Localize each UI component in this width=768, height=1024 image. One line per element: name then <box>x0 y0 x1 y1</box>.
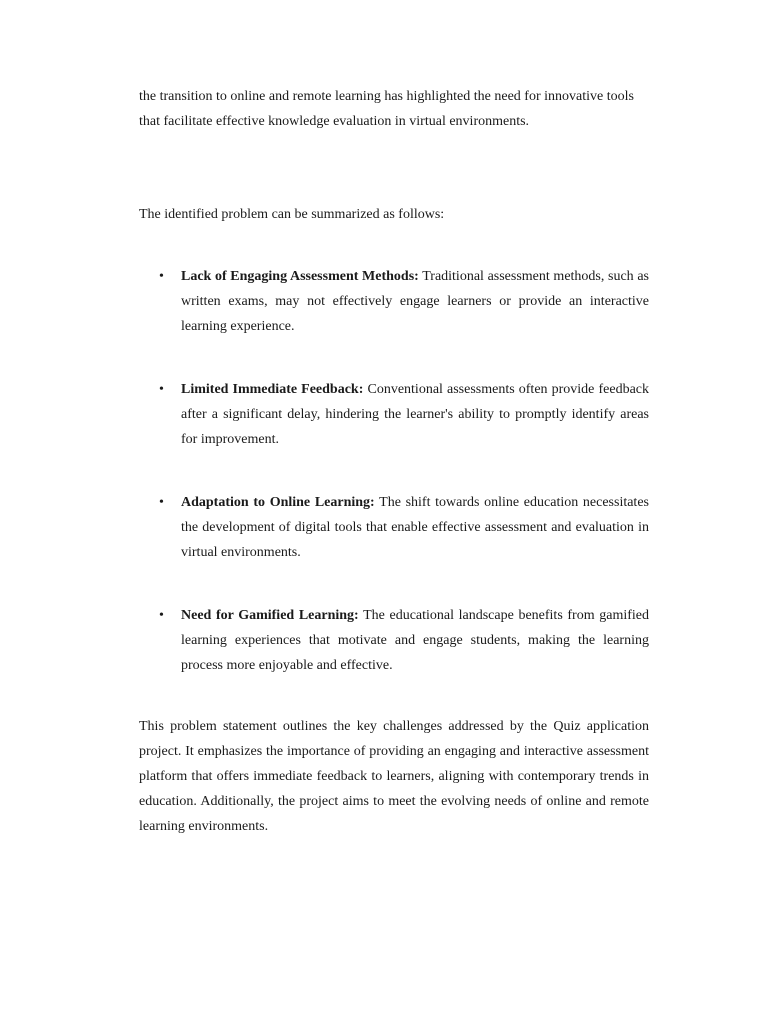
bullet-icon: • <box>159 269 164 284</box>
problem-list <box>139 264 649 678</box>
problem-lead-sentence: The identified problem can be summarized as follows: <box>139 207 445 222</box>
bullet-icon: • <box>159 495 164 510</box>
intro-paragraph: the transition to online and remote learning has highlighted the need for innovative tools that facilitate effective knowledge evaluation in virtual environments. <box>139 89 634 129</box>
problem-description: Traditional assessment methods, such as written exams, may not effectively engage learners or provide an interactive learning experience. <box>181 269 649 334</box>
problem-item <box>139 264 649 339</box>
bullet-icon: • <box>159 608 164 623</box>
closing-paragraph: This problem statement outlines the key challenges addressed by the Quiz application project. It emphasizes the importance of providing an engaging and interactive assessment platform that offers immediate feedback to learners, aligning with contemporary trends in education. Additionally, the project aims to meet the evolving needs of online and remote learning environments. <box>139 719 649 834</box>
problem-title: Adaptation to Online Learning: <box>181 495 375 510</box>
document-page <box>139 84 649 839</box>
problem-description: The shift towards online education necessitates the development of digital tools that enable effective assessment and evaluation in virtual environments. <box>181 495 649 560</box>
problem-description: Conventional assessments often provide feedback after a significant delay, hindering the learner's ability to promptly identify areas for improvement. <box>181 382 649 447</box>
problem-item <box>139 603 649 678</box>
problem-item <box>139 490 649 565</box>
problem-title: Need for Gamified Learning: <box>181 608 359 623</box>
bullet-icon: • <box>159 382 164 397</box>
problem-item <box>139 377 649 452</box>
problem-title: Lack of Engaging Assessment Methods: <box>181 269 419 284</box>
problem-title: Limited Immediate Feedback: <box>181 382 364 397</box>
problem-description: The educational landscape benefits from gamified learning experiences that motivate and engage students, making the learning process more enjoyable and effective. <box>181 608 649 673</box>
